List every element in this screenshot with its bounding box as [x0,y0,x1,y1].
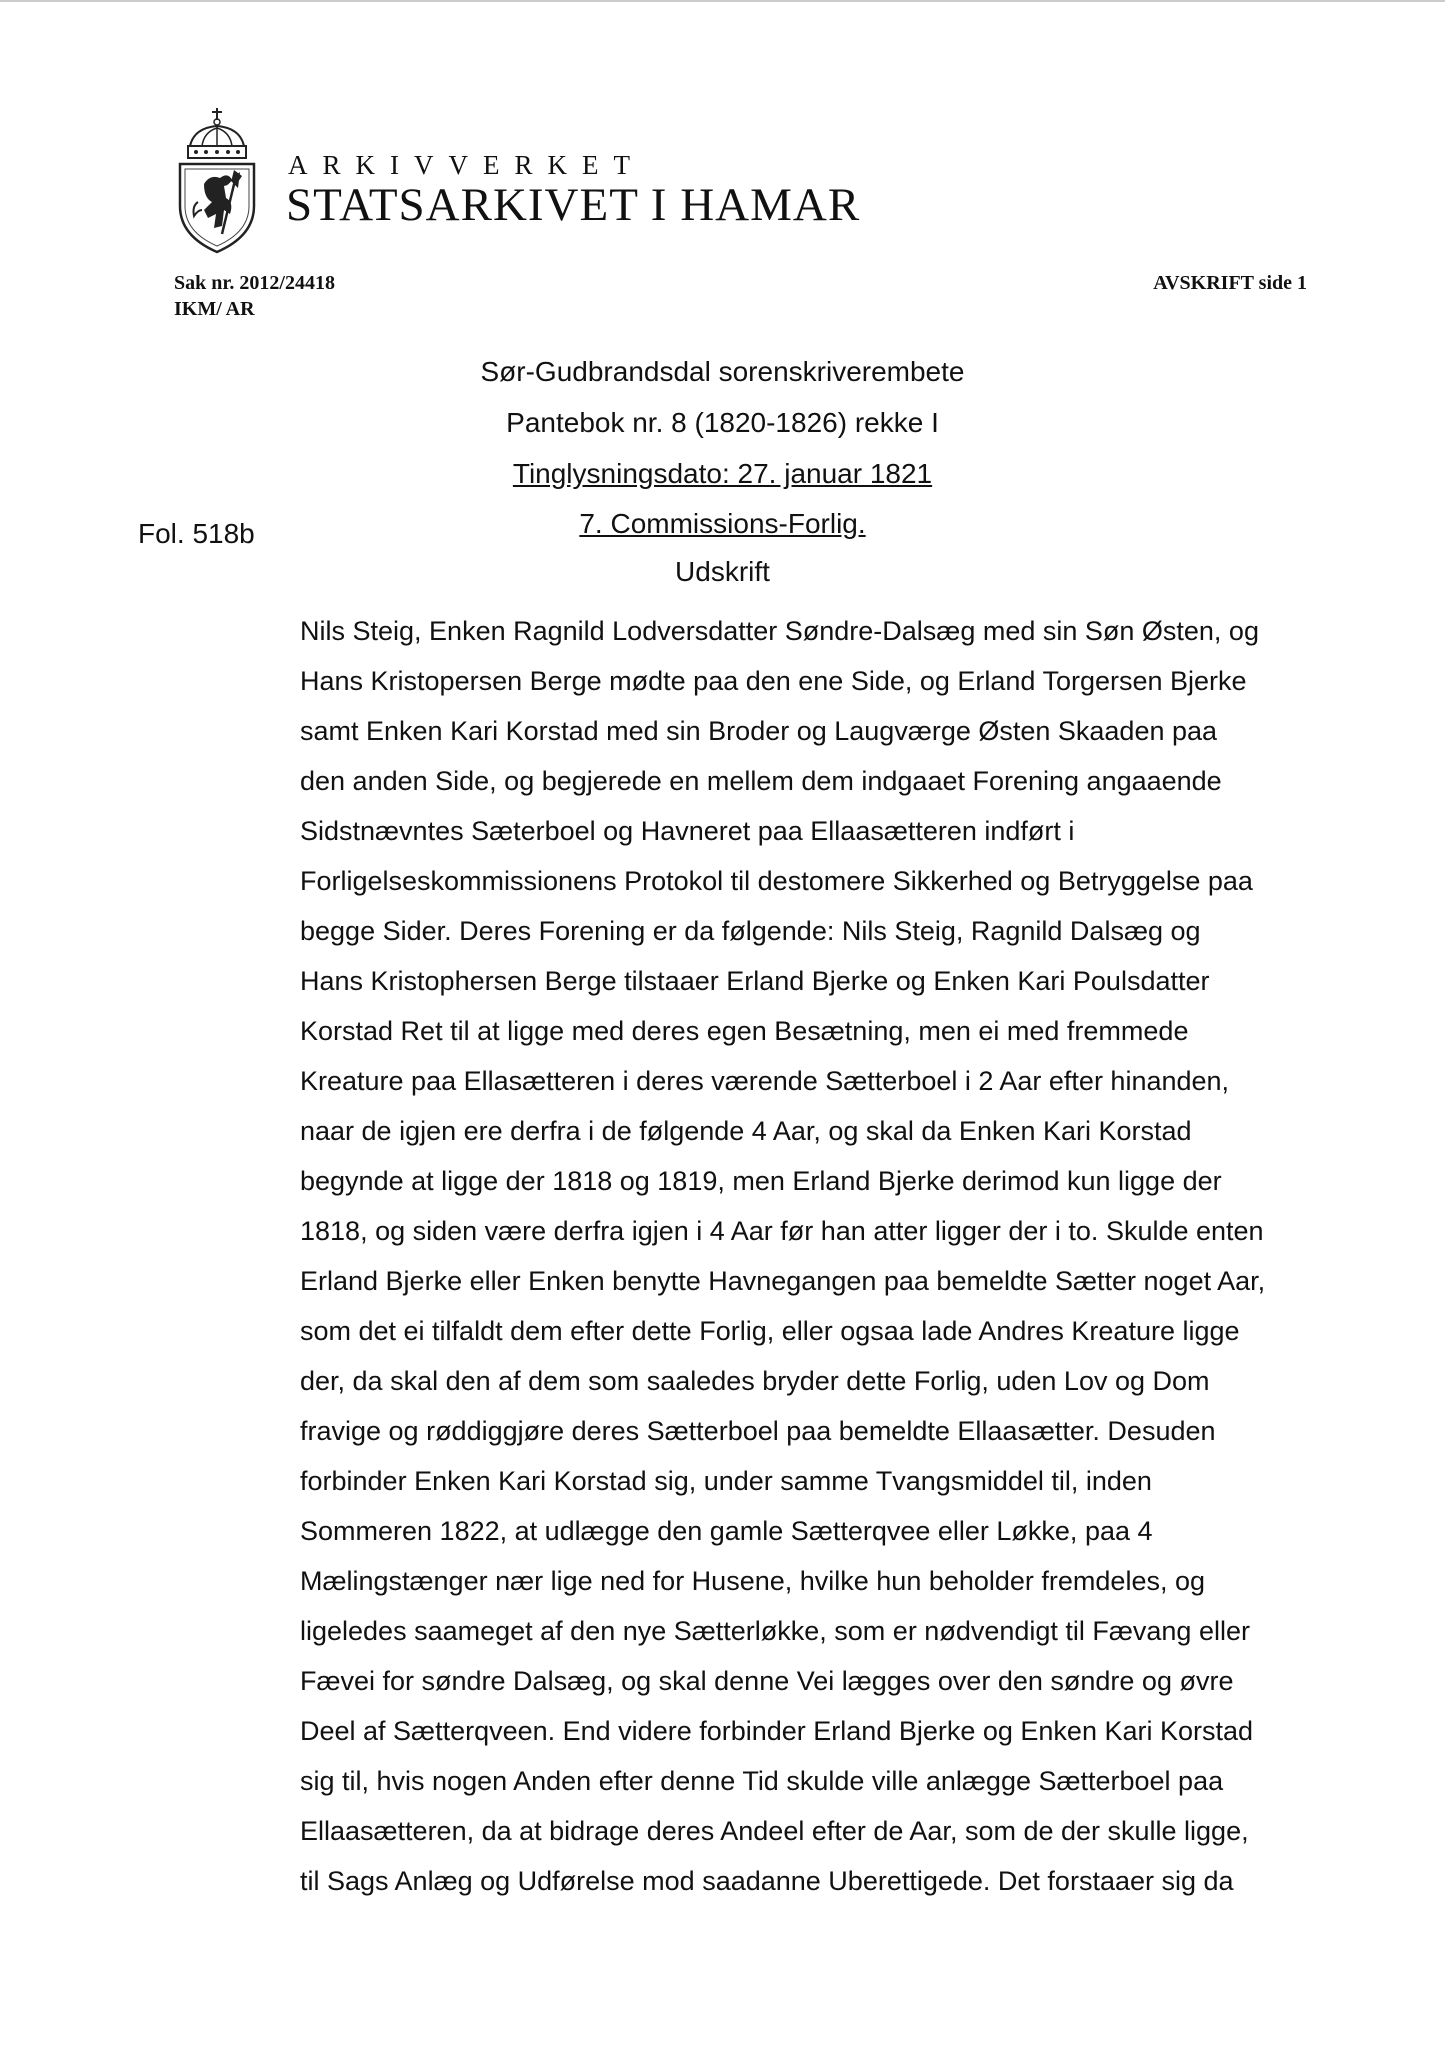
transcript-body [300,606,1348,1906]
body-line: som det ei tilfaldt dem efter dette Forlig, eller ogsaa lade Andres Kreature ligge [300,1316,1240,1346]
coat-of-arms-logo [174,106,260,254]
body-line: Forligelseskommissionens Protokol til destomere Sikkerhed og Betryggelse paa [300,866,1253,896]
body-line: forbinder Enken Kari Korstad sig, under samme Tvangsmiddel til, inden [300,1466,1152,1496]
body-line: sig til, hvis nogen Anden efter denne Tid skulde ville anlægge Sætterboel paa [300,1766,1224,1796]
body-line: Sidstnævntes Sæterboel og Havneret paa Ellaasætteren indført i [300,816,1075,846]
body-line: Erland Bjerke eller Enken benytte Havnegangen paa bemeldte Sætter noget Aar, [300,1266,1266,1296]
court-name: Sør-Gudbrandsdal sorenskriverembete [480,356,965,387]
body-line: naar de igjen ere derfra i de følgende 4 Aar, og skal da Enken Kari Korstad [300,1116,1192,1146]
body-line: begynde at ligge der 1818 og 1819, men Erland Bjerke derimod kun ligge der [300,1166,1222,1196]
body-line: samt Enken Kari Korstad med sin Broder og Laugværge Østen Skaaden paa [300,716,1218,746]
body-line: Hans Kristopersen Berge mødte paa den ene Side, og Erland Torgersen Bjerke [300,666,1247,696]
archive-name: STATSARKIVET I HAMAR [286,179,861,231]
body-line: til Sags Anlæg og Udførelse mod saadanne Uberettigede. Det forstaaer sig da [300,1866,1234,1896]
organization-name: ARKIVVERKET [288,150,645,180]
case-reference: IKM/ AR [174,298,255,320]
body-line: 1818, og siden være derfra igjen i 4 Aar før han atter ligger der i to. Skulde enten [300,1216,1264,1246]
body-line: begge Sider. Deres Forening er da følgende: Nils Steig, Ragnild Dalsæg og [300,916,1201,946]
entry-title: 7. Commissions-Forlig. [579,508,866,539]
transcript-label: Udskrift [675,556,770,587]
folio-number: Fol. 518b [138,518,255,549]
body-line: Sommeren 1822, at udlægge den gamle Sætterqvee eller Løkke, paa 4 [300,1516,1153,1546]
body-line: der, da skal den af dem som saaledes bryder dette Forlig, uden Lov og Dom [300,1366,1210,1396]
body-line: Fævei for søndre Dalsæg, og skal denne Vei lægges over den søndre og øvre [300,1666,1234,1696]
body-line: fravige og røddiggjøre deres Sætterboel paa bemeldte Ellaasætter. Desuden [300,1416,1216,1446]
body-line: den anden Side, og begjerede en mellem dem indgaaet Forening angaaende [300,766,1222,796]
mortgage-book: Pantebok nr. 8 (1820-1826) rekke I [506,407,939,438]
body-line: Korstad Ret til at ligge med deres egen Besætning, men ei med fremmede [300,1016,1189,1046]
copy-page-label: AVSKRIFT side 1 [1153,272,1307,294]
body-line: Deel af Sætterqveen. End videre forbinder Erland Bjerke og Enken Kari Korstad [300,1716,1254,1746]
body-line: ligeledes saameget af den nye Sætterløkke, som er nødvendigt til Fævang eller [300,1616,1250,1646]
body-line: Hans Kristophersen Berge tilstaaer Erland Bjerke og Enken Kari Poulsdatter [300,966,1210,996]
case-number: Sak nr. 2012/24418 [174,272,335,294]
page-top-edge [0,0,1445,2]
body-line: Kreature paa Ellasætteren i deres værende Sætterboel i 2 Aar efter hinanden, [300,1066,1230,1096]
body-line: Nils Steig, Enken Ragnild Lodversdatter Søndre-Dalsæg med sin Søn Østen, og [300,616,1259,646]
body-line: Ellaasætteren, da at bidrage deres Andeel efter de Aar, som de der skulle ligge, [300,1816,1249,1846]
registration-date: Tinglysningsdato: 27. januar 1821 [512,458,933,489]
body-line: Mælingstænger nær lige ned for Husene, hvilke hun beholder fremdeles, og [300,1566,1206,1596]
